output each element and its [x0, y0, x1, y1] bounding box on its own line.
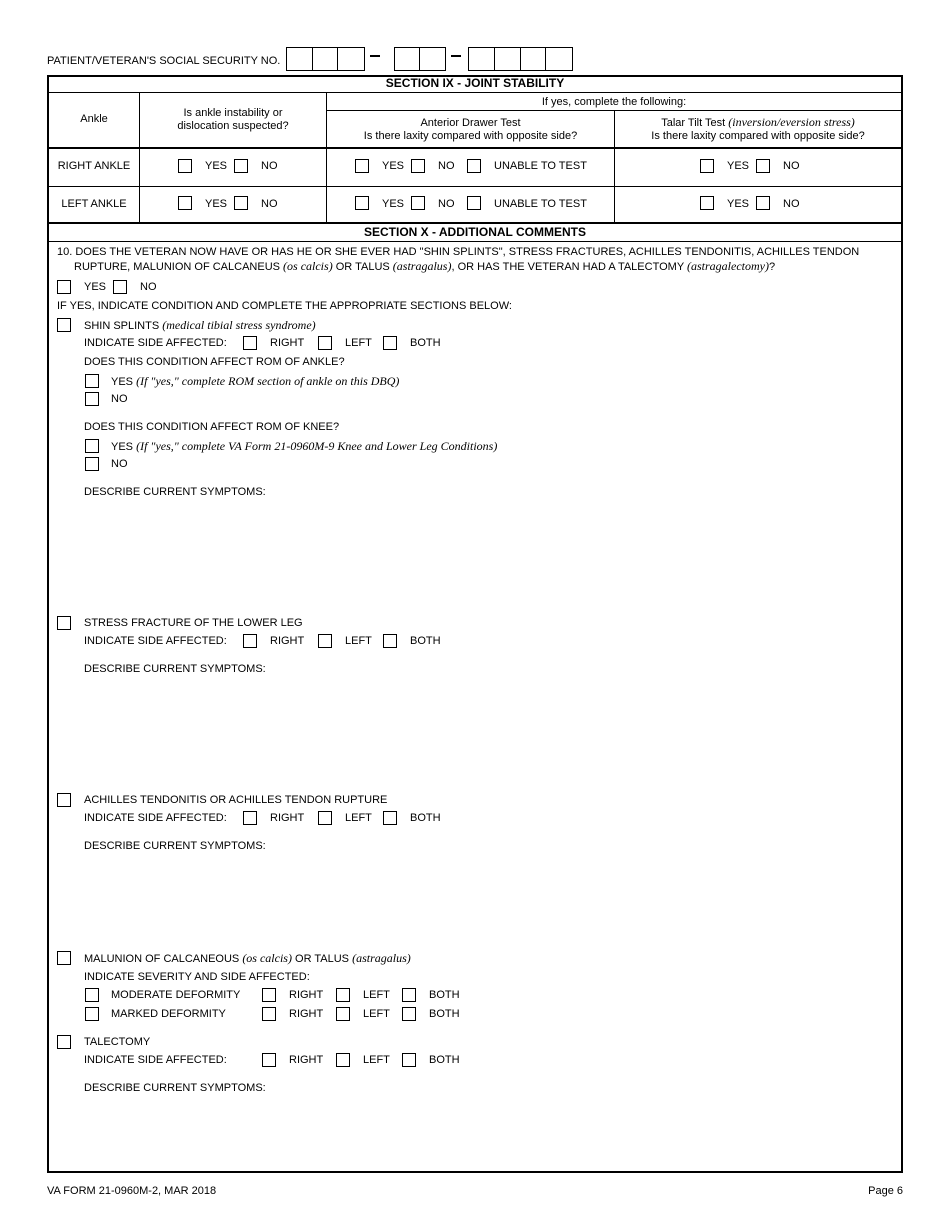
right-label: RIGHT [270, 812, 305, 824]
if-yes-header: If yes, complete the following: [541, 96, 687, 108]
yes-label: YES [727, 160, 750, 172]
if-yes-instruction: IF YES, INDICATE CONDITION AND COMPLETE THE APPROPRIATE SECTIONS BELOW: [57, 300, 512, 312]
side-affected-label: INDICATE SIDE AFFECTED: [84, 812, 227, 824]
talectomy-both-checkbox[interactable] [402, 1053, 416, 1067]
left-label: LEFT [363, 989, 390, 1001]
marked-both-checkbox[interactable] [402, 1007, 416, 1021]
side-affected-label: INDICATE SIDE AFFECTED: [84, 337, 227, 349]
talectomy-label: TALECTOMY [84, 1036, 151, 1048]
achilles-left-checkbox[interactable] [318, 811, 332, 825]
malunion-label: MALUNION OF CALCANEOUS (os calcis) OR TALUS (astragalus) [84, 951, 411, 965]
form-id: VA FORM 21-0960M-2, MAR 2018 [47, 1185, 217, 1197]
anterior-drawer-title: Anterior Drawer Test [420, 117, 521, 129]
no-label: NO [438, 198, 455, 210]
right-ankle-anterior-no-checkbox[interactable] [411, 159, 425, 173]
left-ankle-anterior-unable-checkbox[interactable] [467, 196, 481, 210]
left-label: LEFT [345, 812, 372, 824]
stress-left-checkbox[interactable] [318, 634, 332, 648]
section9-title: SECTION IX - JOINT STABILITY [385, 76, 565, 90]
rom-knee-question: DOES THIS CONDITION AFFECT ROM OF KNEE? [84, 421, 340, 433]
both-label: BOTH [429, 1008, 460, 1020]
marked-deformity-checkbox[interactable] [85, 1007, 99, 1021]
describe-symptoms-label: DESCRIBE CURRENT SYMPTOMS: [84, 1082, 266, 1094]
page-number: Page 6 [868, 1185, 903, 1197]
stress-both-checkbox[interactable] [383, 634, 397, 648]
left-ankle-instability-no-checkbox[interactable] [234, 196, 248, 210]
rom-ankle-question: DOES THIS CONDITION AFFECT ROM OF ANKLE? [84, 356, 345, 368]
unable-label: UNABLE TO TEST [494, 160, 587, 172]
left-label: LEFT [345, 635, 372, 647]
no-label: NO [111, 458, 128, 470]
right-ankle-talar-no-checkbox[interactable] [756, 159, 770, 173]
ssn-field-part1[interactable] [286, 47, 365, 71]
both-label: BOTH [410, 635, 441, 647]
no-label: NO [111, 393, 128, 405]
right-ankle-instability-yes-checkbox[interactable] [178, 159, 192, 173]
talar-tilt-title: Talar Tilt Test (inversion/eversion stress) [661, 115, 855, 129]
no-label: NO [140, 281, 157, 293]
anterior-drawer-sub: Is there laxity compared with opposite side? [363, 130, 578, 142]
marked-deformity-label: MARKED DEFORMITY [111, 1008, 226, 1020]
moderate-both-checkbox[interactable] [402, 988, 416, 1002]
left-label: LEFT [345, 337, 372, 349]
right-ankle-instability-no-checkbox[interactable] [234, 159, 248, 173]
no-label: NO [783, 160, 800, 172]
col-instability-header-2: dislocation suspected? [177, 120, 289, 132]
describe-symptoms-label: DESCRIBE CURRENT SYMPTOMS: [84, 663, 266, 675]
yes-label: YES [84, 281, 107, 293]
shin-both-checkbox[interactable] [383, 336, 397, 350]
right-label: RIGHT [270, 337, 305, 349]
ssn-dash [370, 55, 380, 57]
rom-knee-yes-label: YES (If "yes," complete VA Form 21-0960M-9 Knee and Lower Leg Conditions) [111, 439, 498, 453]
left-ankle-talar-no-checkbox[interactable] [756, 196, 770, 210]
question-10-line2: RUPTURE, MALUNION OF CALCANEUS (os calcis) OR TALUS (astragalus), OR HAS THE VETERAN HAD A TALECTOMY (astragalectomy)? [74, 259, 776, 273]
yes-label: YES [727, 198, 750, 210]
right-ankle-anterior-yes-checkbox[interactable] [355, 159, 369, 173]
q10-yes-checkbox[interactable] [57, 280, 71, 294]
severity-label: INDICATE SEVERITY AND SIDE AFFECTED: [84, 971, 310, 983]
shin-right-checkbox[interactable] [243, 336, 257, 350]
achilles-both-checkbox[interactable] [383, 811, 397, 825]
rom-knee-yes-checkbox[interactable] [85, 439, 99, 453]
no-label: NO [438, 160, 455, 172]
rom-ankle-yes-label: YES (If "yes," complete ROM section of ankle on this DBQ) [111, 374, 400, 388]
right-ankle-talar-yes-checkbox[interactable] [700, 159, 714, 173]
col-ankle-header: Ankle [80, 113, 108, 125]
yes-label: YES [382, 160, 405, 172]
moderate-deformity-checkbox[interactable] [85, 988, 99, 1002]
left-ankle-instability-yes-checkbox[interactable] [178, 196, 192, 210]
both-label: BOTH [410, 812, 441, 824]
talar-tilt-sub: Is there laxity compared with opposite side? [651, 130, 865, 142]
achilles-right-checkbox[interactable] [243, 811, 257, 825]
achilles-checkbox[interactable] [57, 793, 71, 807]
section10-title: SECTION X - ADDITIONAL COMMENTS [364, 225, 586, 239]
ssn-field-part3[interactable] [468, 47, 573, 71]
marked-right-checkbox[interactable] [262, 1007, 276, 1021]
no-label: NO [261, 198, 278, 210]
right-label: RIGHT [289, 1054, 324, 1066]
describe-symptoms-label: DESCRIBE CURRENT SYMPTOMS: [84, 840, 266, 852]
q10-no-checkbox[interactable] [113, 280, 127, 294]
left-ankle-anterior-no-checkbox[interactable] [411, 196, 425, 210]
shin-splints-checkbox[interactable] [57, 318, 71, 332]
stress-right-checkbox[interactable] [243, 634, 257, 648]
malunion-checkbox[interactable] [57, 951, 71, 965]
stress-fracture-checkbox[interactable] [57, 616, 71, 630]
ssn-dash [451, 55, 461, 57]
achilles-label: ACHILLES TENDONITIS OR ACHILLES TENDON RUPTURE [84, 794, 388, 806]
right-label: RIGHT [270, 635, 305, 647]
rom-knee-no-checkbox[interactable] [85, 457, 99, 471]
unable-label: UNABLE TO TEST [494, 198, 587, 210]
ssn-field-part2[interactable] [394, 47, 446, 71]
left-ankle-label: LEFT ANKLE [61, 198, 127, 210]
both-label: BOTH [429, 1054, 460, 1066]
both-label: BOTH [410, 337, 441, 349]
side-affected-label: INDICATE SIDE AFFECTED: [84, 1054, 227, 1066]
talectomy-right-checkbox[interactable] [262, 1053, 276, 1067]
moderate-left-checkbox[interactable] [336, 988, 350, 1002]
col-instability-header-1: Is ankle instability or [183, 107, 283, 119]
moderate-right-checkbox[interactable] [262, 988, 276, 1002]
no-label: NO [783, 198, 800, 210]
right-label: RIGHT [289, 1008, 324, 1020]
marked-left-checkbox[interactable] [336, 1007, 350, 1021]
describe-symptoms-label: DESCRIBE CURRENT SYMPTOMS: [84, 486, 266, 498]
rom-ankle-yes-checkbox[interactable] [85, 374, 99, 388]
shin-left-checkbox[interactable] [318, 336, 332, 350]
left-ankle-talar-yes-checkbox[interactable] [700, 196, 714, 210]
yes-label: YES [382, 198, 405, 210]
right-label: RIGHT [289, 989, 324, 1001]
side-affected-label: INDICATE SIDE AFFECTED: [84, 635, 227, 647]
moderate-deformity-label: MODERATE DEFORMITY [111, 989, 241, 1001]
ssn-label: PATIENT/VETERAN'S SOCIAL SECURITY NO. [47, 55, 281, 67]
left-ankle-anterior-yes-checkbox[interactable] [355, 196, 369, 210]
shin-splints-label: SHIN SPLINTS (medical tibial stress syndrome) [84, 318, 316, 332]
talectomy-checkbox[interactable] [57, 1035, 71, 1049]
talectomy-left-checkbox[interactable] [336, 1053, 350, 1067]
right-ankle-label: RIGHT ANKLE [57, 160, 131, 172]
left-label: LEFT [363, 1008, 390, 1020]
both-label: BOTH [429, 989, 460, 1001]
right-ankle-anterior-unable-checkbox[interactable] [467, 159, 481, 173]
question-10-line1: 10. DOES THE VETERAN NOW HAVE OR HAS HE OR SHE EVER HAD "SHIN SPLINTS", STRESS FRACTURES, ACHILLES TENDONITIS, ACHILLES TENDON [57, 246, 860, 258]
no-label: NO [261, 160, 278, 172]
rom-ankle-no-checkbox[interactable] [85, 392, 99, 406]
yes-label: YES [205, 160, 228, 172]
left-label: LEFT [363, 1054, 390, 1066]
yes-label: YES [205, 198, 228, 210]
stress-fracture-label: STRESS FRACTURE OF THE LOWER LEG [84, 617, 303, 629]
